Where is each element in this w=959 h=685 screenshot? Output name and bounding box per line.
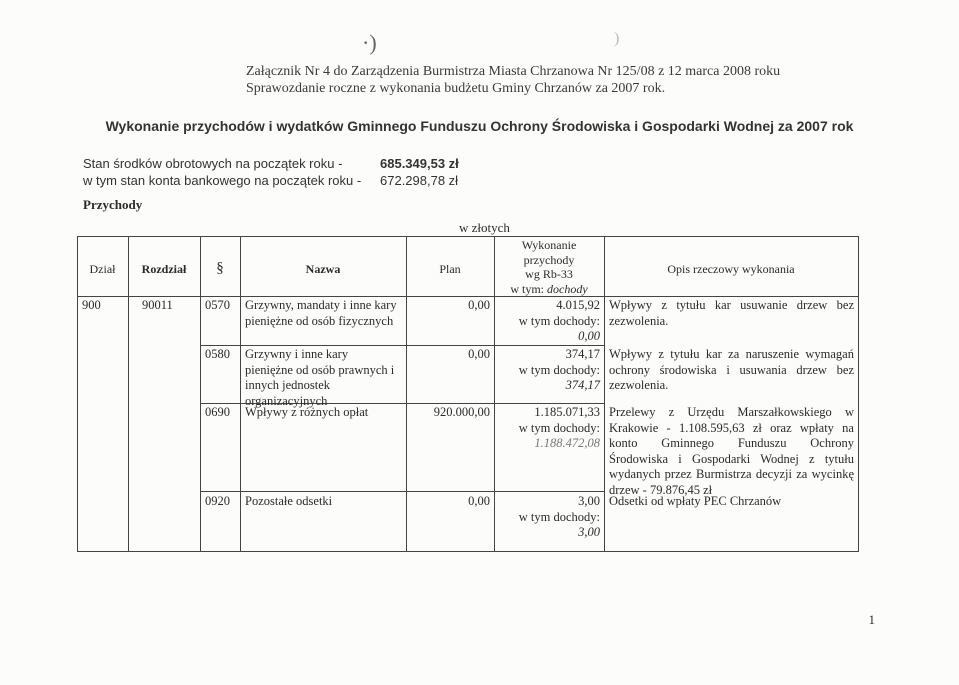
cell-wykonanie [494,405,600,452]
w-tym-label: w tym dochody: [518,362,600,377]
header-dochody: dochody [547,281,588,296]
w-tym-label: w tym dochody: [518,420,600,435]
header-wykonanie-line-3: wg Rb-33 [525,267,573,281]
funds-label-2: w tym stan konta bankowego na początek roku - [83,173,362,188]
header-paragraf: § [216,260,224,276]
section-title: Przychody [83,197,143,212]
page-number: 1 [868,612,875,627]
w-tym-label: w tym dochody: [518,509,600,524]
cell-opis: Przelewy z Urzędu Marszałkowskiego w Krakowie - 1.108.595,63 zł oraz wpłaty na konto Gminnego Funduszu Ochrony Środowiska i Gospodarki Wodnej z tytułu wydanych przez Burmistrza decyzji za wycinkę drzew - 79.876,45 zł [609,405,854,497]
header-plan: Plan [439,262,461,276]
cell-plan: 0,00 [468,298,490,312]
table-header-bottom [77,296,859,297]
header-nazwa: Nazwa [305,262,341,276]
unit-label: w złotych [459,220,510,235]
cell-paragraf: 0580 [205,347,230,361]
page-title: Wykonanie przychodów i wydatków Gminnego Funduszu Ochrony Środowiska i Gospodarki Wodnej za 2007 rok [105,118,854,134]
cell-opis: Wpływy z tytułu kar za naruszenie wymagań ochrony środowiska i usuwania drzew bez zezwolenia. [609,347,854,393]
cell-wykonanie [494,347,600,394]
header-wykonanie-line-2: przychody [523,252,575,267]
cell-plan: 920.000,00 [433,405,490,419]
funds-value-2: 672.298,78 zł [380,173,459,188]
funds-value-1: 685.349,53 zł [380,156,459,171]
cell-opis: Odsetki od wpłaty PEC Chrzanów [609,494,782,508]
header-dzial: Dział [89,262,116,276]
cell-wykonanie [494,298,600,345]
funds-values [380,155,459,189]
cell-paragraf: 0570 [205,298,230,312]
cell-nazwa: Grzywny i inne kary pieniężne od osób prawnych i innych jednostek organizacyjnych [245,347,395,408]
cell-plan: 0,00 [468,347,490,361]
cell-paragraf: 0920 [205,494,230,508]
cell-wykonanie [494,494,600,541]
header-wykonanie-line-4 [494,282,604,297]
row-divider [200,345,604,346]
col-divider [240,236,241,552]
scan-mark: ·) [362,30,377,55]
header-wykonanie-line-1: Wykonanie [521,238,577,252]
cell-opis: Wpływy z tytułu kar usuwanie drzew bez zezwolenia. [609,298,854,328]
header-wykonanie [494,238,604,296]
header-rozdzial: Rozdział [141,262,187,276]
cell-rozdzial: 90011 [142,298,173,312]
document-header [246,63,780,97]
row-divider [200,491,604,492]
cell-paragraf: 0690 [205,405,230,419]
dochody-value: 1.188.472,08 [534,436,600,451]
header-line-2: Sprawozdanie roczne z wykonania budżetu Gminy Chrzanów za 2007 rok. [246,81,666,96]
table-border-top [77,236,859,237]
header-opis: Opis rzeczowy wykonania [667,262,795,276]
col-divider [77,236,78,552]
funds-label-1: Stan środków obrotowych na początek roku - [83,156,343,171]
table-border-right [858,236,859,552]
wykonanie-value: 4.015,92 [556,298,600,312]
wykonanie-value: 1.185.071,33 [534,405,600,419]
wykonanie-value: 3,00 [578,494,600,508]
col-divider [604,236,605,552]
cell-nazwa: Pozostałe odsetki [245,494,333,508]
dochody-value: 0,00 [578,329,600,344]
col-divider [128,236,129,552]
table-border-bottom [77,551,859,552]
header-line-1: Załącznik Nr 4 do Zarządzenia Burmistrza Miasta Chrzanowa Nr 125/08 z 12 marca 2008 roku [246,64,781,79]
w-tym-label: w tym dochody: [518,313,600,328]
cell-plan: 0,00 [468,494,490,508]
header-w-tym: w tym: [510,281,544,296]
funds-labels [83,155,361,189]
dochody-value: 3,00 [578,525,600,540]
cell-nazwa: Grzywny, mandaty i inne kary pieniężne od osób fizycznych [245,298,397,328]
dochody-value: 374,17 [565,378,600,393]
col-divider [200,236,201,552]
cell-nazwa: Wpływy z różnych opłat [245,405,369,419]
scan-mark: ) [614,30,620,47]
wykonanie-value: 374,17 [565,347,600,361]
cell-dzial: 900 [82,298,101,312]
